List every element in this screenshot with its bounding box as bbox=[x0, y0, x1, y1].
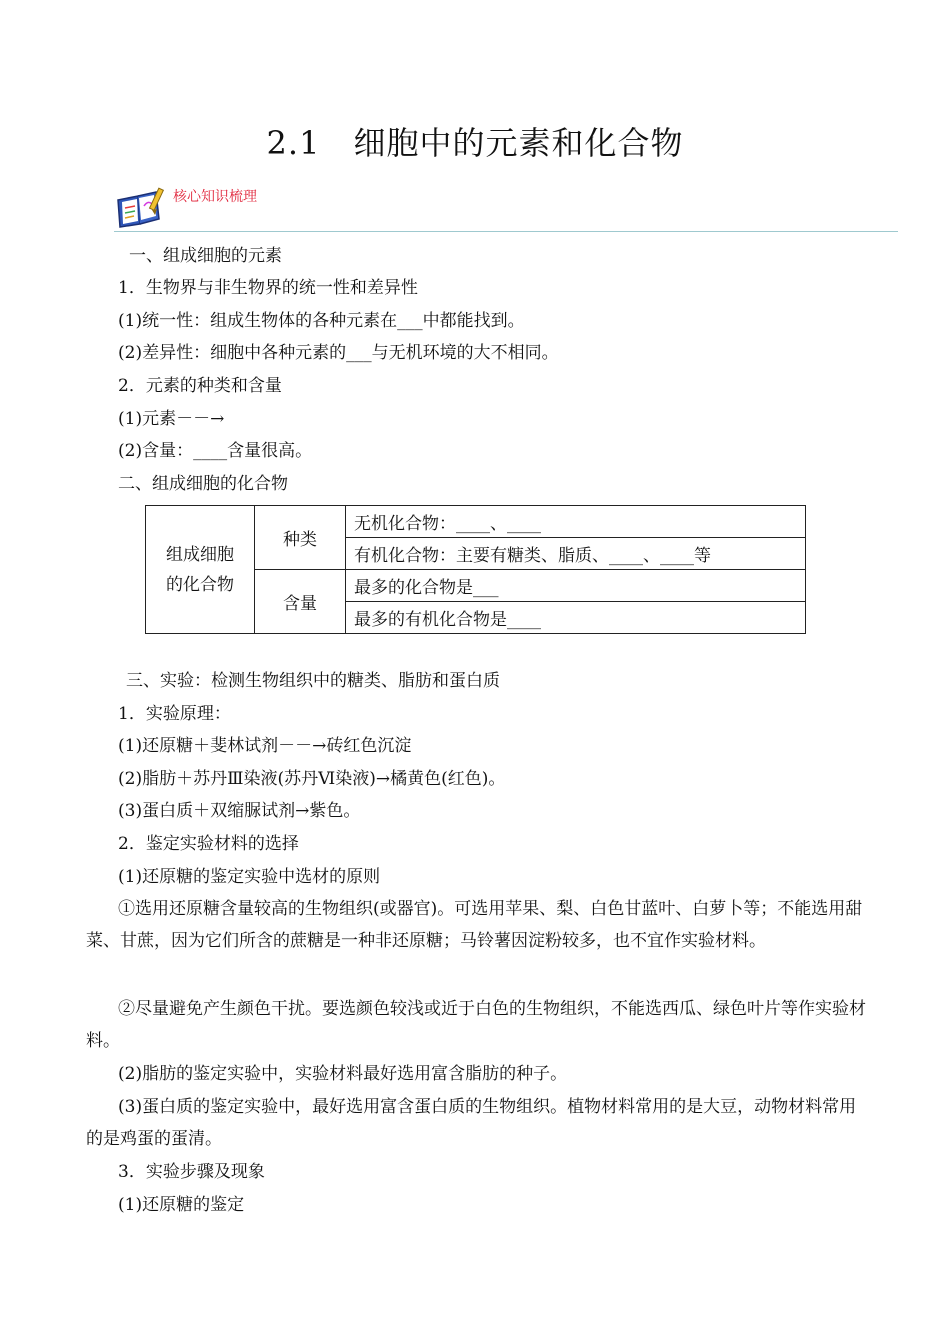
compounds-table bbox=[145, 505, 806, 634]
section-heading-elements: 一、组成细胞的元素 bbox=[129, 246, 282, 266]
table-cell-organic: 有机化合物：主要有糖类、脂质、____、____等 bbox=[346, 538, 806, 570]
table-main-label: 组成细胞 的化合物 bbox=[146, 506, 255, 634]
notebook-pencil-icon bbox=[114, 186, 166, 230]
table-cell-most-organic: 最多的有机化合物是____ bbox=[346, 602, 806, 634]
paragraph: (3)蛋白质的鉴定实验中，最好选用富含蛋白质的生物组织。植物材料常用的是大豆，动物材料常用的是鸡蛋的蛋清。 bbox=[86, 1097, 857, 1149]
table-cell-inorganic: 无机化合物：____、____ bbox=[346, 506, 806, 538]
text-line: (2)差异性：细胞中各种元素的___与无机环境的大不相同。 bbox=[118, 343, 559, 363]
paragraph: (2)脂肪的鉴定实验中，实验材料最好选用富含脂肪的种子。 bbox=[118, 1064, 568, 1084]
text-line: (2)脂肪＋苏丹Ⅲ染液(苏丹Ⅵ染液)→橘黄色(红色)。 bbox=[118, 769, 506, 789]
text-line: (3)蛋白质＋双缩脲试剂→紫色。 bbox=[118, 801, 361, 821]
paragraph: ②尽量避免产生颜色干扰。要选颜色较浅或近于白色的生物组织，不能选西瓜、绿色叶片等作实验材料。 bbox=[86, 999, 866, 1051]
text-line: 1．生物界与非生物界的统一性和差异性 bbox=[118, 278, 418, 298]
text-line: 2．鉴定实验材料的选择 bbox=[118, 834, 299, 854]
section-heading-experiment: 三、实验：检测生物组织中的糖类、脂肪和蛋白质 bbox=[126, 671, 500, 691]
text-line: (1)还原糖的鉴定实验中选材的原则 bbox=[118, 867, 381, 887]
text-line: (1)统一性：组成生物体的各种元素在___中都能找到。 bbox=[118, 311, 525, 331]
text-line: 3．实验步骤及现象 bbox=[118, 1162, 265, 1182]
text-line: 1．实验原理： bbox=[118, 704, 231, 724]
header-divider bbox=[114, 231, 898, 232]
text-line: 2．元素的种类和含量 bbox=[118, 376, 282, 396]
section-heading-compounds: 二、组成细胞的化合物 bbox=[118, 474, 288, 494]
table-amount-label: 含量 bbox=[255, 570, 346, 634]
text-line: (1)还原糖＋斐林试剂－－→砖红色沉淀 bbox=[118, 736, 412, 756]
table-cell-most-compound: 最多的化合物是___ bbox=[346, 570, 806, 602]
paragraph: ①选用还原糖含量较高的生物组织(或器官)。可选用苹果、梨、白色甘蓝叶、白萝卜等；不能选用甜菜、甘蔗，因为它们所含的蔗糖是一种非还原糖；马铃薯因淀粉较多，也不宜作实验材料。 bbox=[86, 899, 863, 951]
text-line: (2)含量：____含量很高。 bbox=[118, 441, 313, 461]
text-line: (1)还原糖的鉴定 bbox=[118, 1195, 245, 1215]
page-title: 2.1 细胞中的元素和化合物 bbox=[266, 124, 684, 162]
text-line: (1)元素－－→ bbox=[118, 409, 225, 429]
table-type-label: 种类 bbox=[255, 506, 346, 570]
section-badge-label: 核心知识梳理 bbox=[173, 189, 257, 205]
